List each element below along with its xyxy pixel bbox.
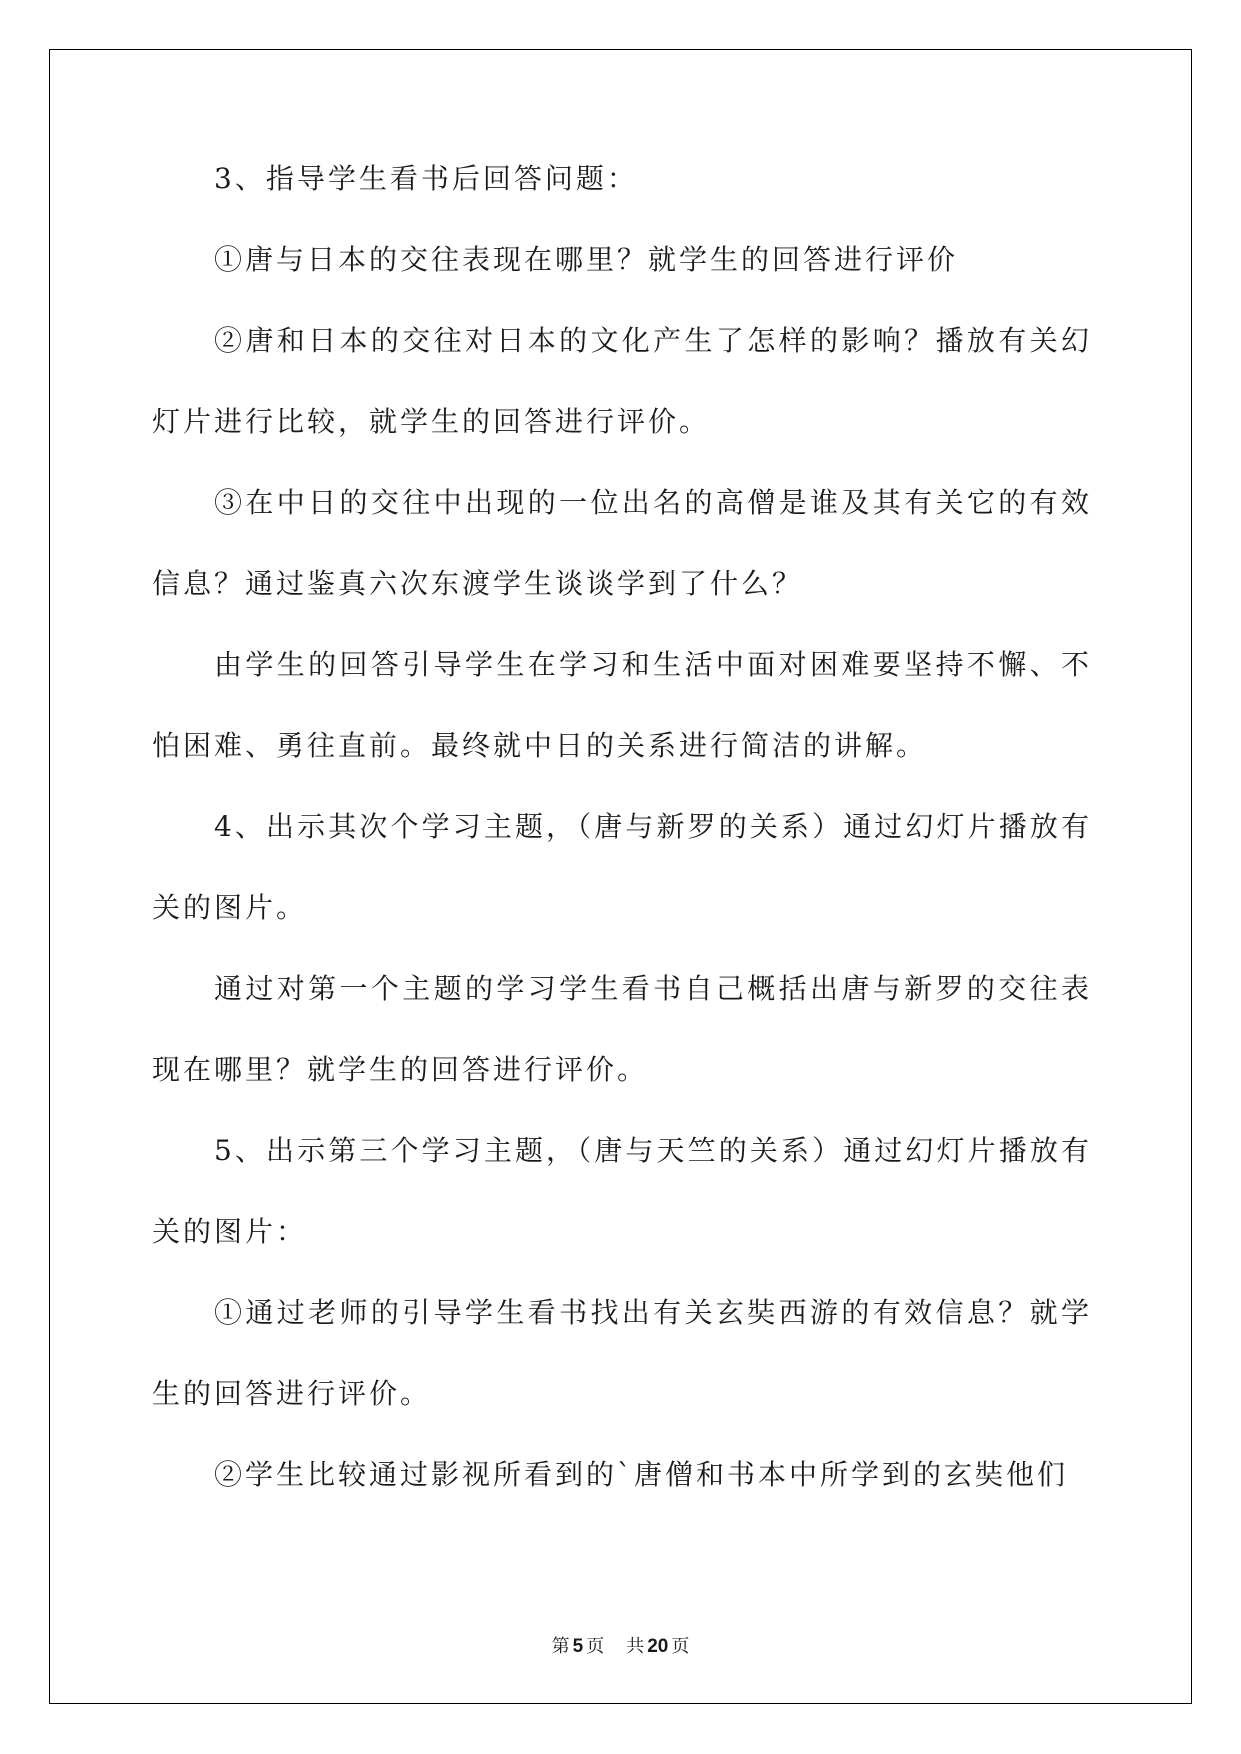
page-footer <box>0 1632 1241 1658</box>
page-number: 5 <box>572 1636 584 1657</box>
paragraph-question-2: ②唐和日本的交往对日本的文化产生了怎样的影响？播放有关幻灯片进行比较，就学生的回答进行评价。 <box>152 324 1092 438</box>
paragraph-xuanzang-2: ②学生比较通过影视所看到的`唐僧和书本中所学到的玄奘他们 <box>214 1458 1069 1491</box>
total-suffix: 页 <box>671 1636 690 1657</box>
paragraph-step-5: 5、出示第三个学习主题，（唐与天竺的关系）通过幻灯片播放有关的图片： <box>152 1134 1092 1248</box>
total-prefix: 共 <box>626 1636 645 1657</box>
paragraph-question-3: ③在中日的交往中出现的一位出名的高僧是谁及其有关它的有效信息？通过鉴真六次东渡学生谈谈学到了什么？ <box>152 486 1092 600</box>
paragraph-question-1: ①唐与日本的交往表现在哪里？就学生的回答进行评价 <box>214 243 959 276</box>
paragraph-guidance: 由学生的回答引导学生在学习和生活中面对困难要坚持不懈、不怕困难、勇往直前。最终就中日的关系进行简洁的讲解。 <box>152 648 1092 762</box>
page-prefix: 第 <box>551 1636 570 1657</box>
total-pages: 20 <box>647 1636 669 1657</box>
paragraph-step-4: 4、出示其次个学习主题，（唐与新罗的关系）通过幻灯片播放有关的图片。 <box>152 810 1092 924</box>
paragraph-silla: 通过对第一个主题的学习学生看书自己概括出唐与新罗的交往表现在哪里？就学生的回答进行评价。 <box>152 972 1092 1086</box>
paragraph-step-3: 3、指导学生看书后回答问题： <box>214 162 638 195</box>
page-suffix: 页 <box>586 1636 605 1657</box>
paragraph-xuanzang-1: ①通过老师的引导学生看书找出有关玄奘西游的有效信息？就学生的回答进行评价。 <box>152 1296 1092 1410</box>
document-body <box>152 162 1092 1515</box>
